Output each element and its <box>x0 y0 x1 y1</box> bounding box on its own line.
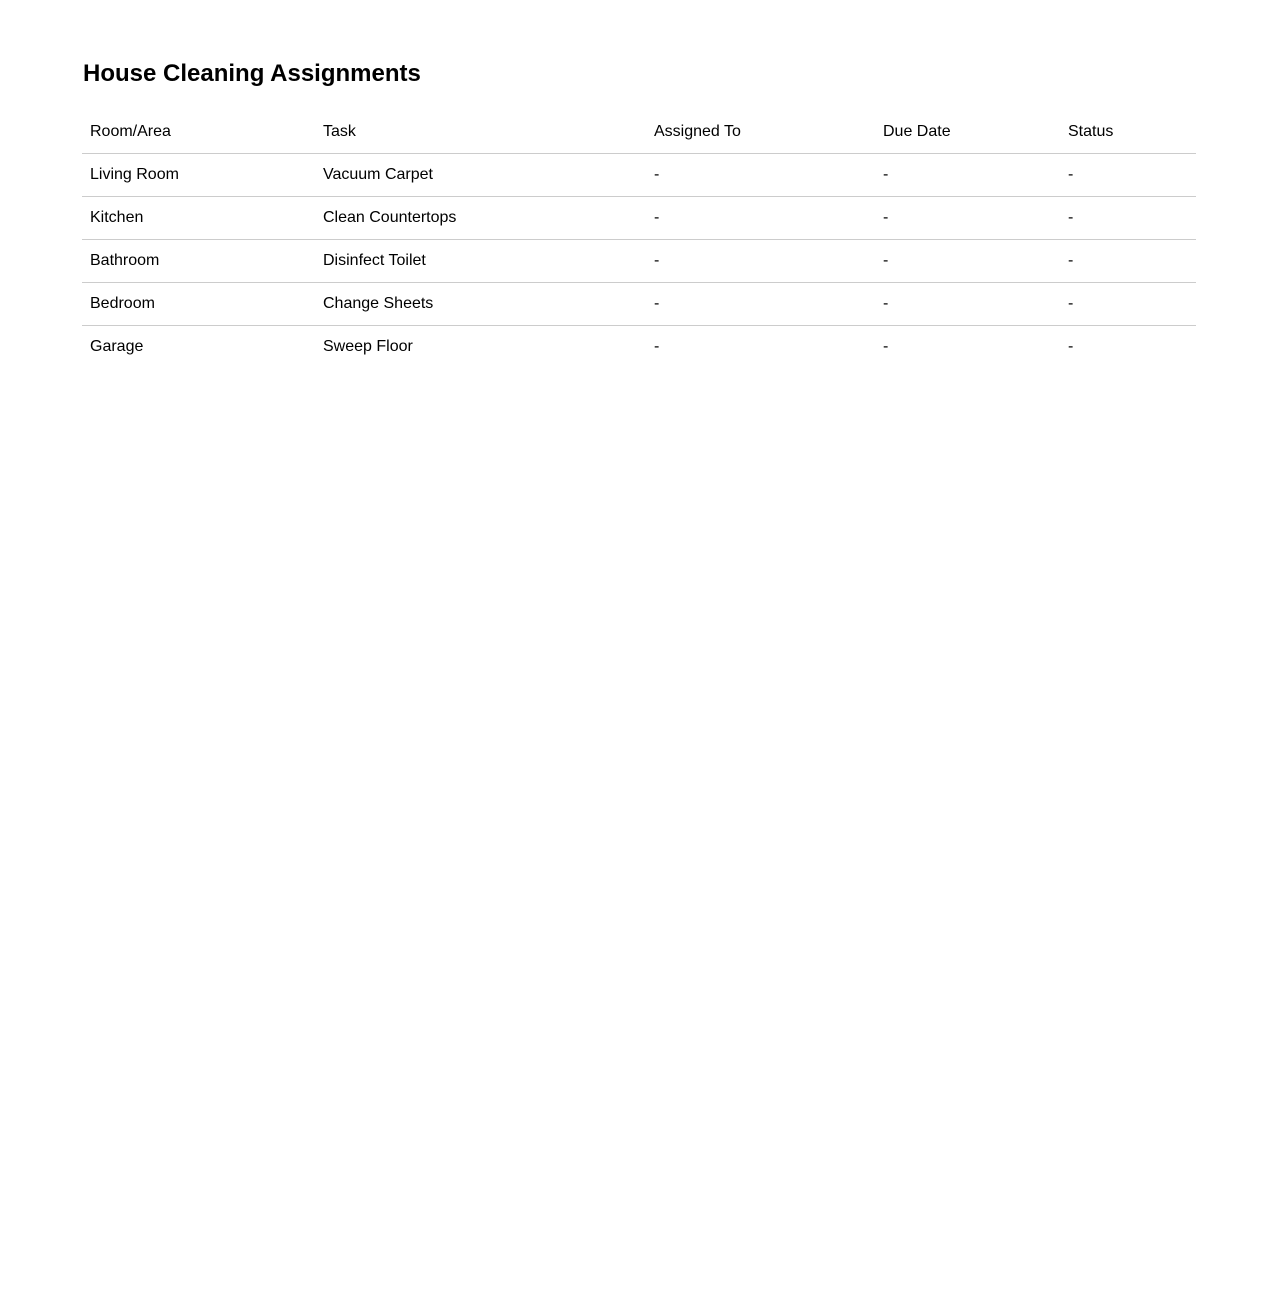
table-row <box>82 197 1196 240</box>
assigned-to-cell: - <box>654 338 660 355</box>
room-cell: Kitchen <box>90 209 144 226</box>
column-header-due-date: Due Date <box>883 123 951 140</box>
status-cell: - <box>1068 252 1074 269</box>
due-date-cell: - <box>883 338 889 355</box>
task-cell: Clean Countertops <box>323 209 457 226</box>
due-date-cell: - <box>883 295 889 312</box>
table-row <box>82 240 1196 283</box>
assignments-table <box>82 111 1196 368</box>
due-date-cell: - <box>883 252 889 269</box>
room-cell: Bathroom <box>90 252 160 269</box>
status-cell: - <box>1068 295 1074 312</box>
room-cell: Garage <box>90 338 144 355</box>
due-date-cell: - <box>883 209 889 226</box>
table-header-row <box>82 111 1196 154</box>
table-row <box>82 326 1196 369</box>
assigned-to-cell: - <box>654 252 660 269</box>
status-cell: - <box>1068 338 1074 355</box>
table-row <box>82 283 1196 326</box>
page-title: House Cleaning Assignments <box>83 60 421 87</box>
assigned-to-cell: - <box>654 209 660 226</box>
due-date-cell: - <box>883 166 889 183</box>
task-cell: Disinfect Toilet <box>323 252 426 269</box>
task-cell: Change Sheets <box>323 295 434 312</box>
table-row <box>82 154 1196 197</box>
status-cell: - <box>1068 209 1074 226</box>
task-cell: Vacuum Carpet <box>323 166 433 183</box>
room-cell: Living Room <box>90 166 179 183</box>
column-header-assigned-to: Assigned To <box>654 123 741 140</box>
column-header-status: Status <box>1068 123 1114 140</box>
status-cell: - <box>1068 166 1074 183</box>
assigned-to-cell: - <box>654 166 660 183</box>
task-cell: Sweep Floor <box>323 338 413 355</box>
column-header-room: Room/Area <box>90 123 171 140</box>
assigned-to-cell: - <box>654 295 660 312</box>
column-header-task: Task <box>323 123 356 140</box>
room-cell: Bedroom <box>90 295 155 312</box>
